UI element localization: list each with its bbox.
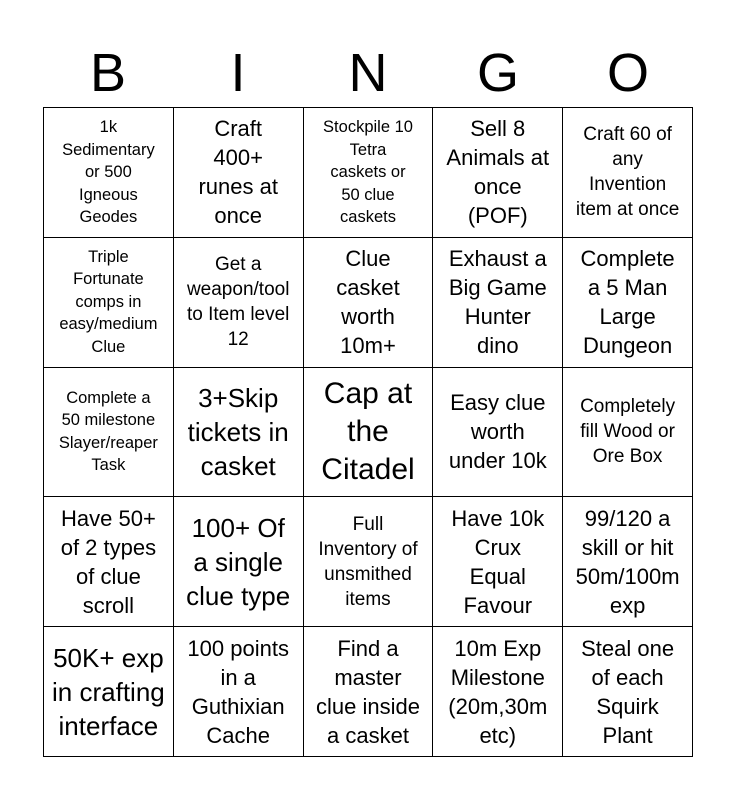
cell-text: 3+Skip tickets in casket: [187, 382, 289, 481]
cell-text: Complete a 5 Man Large Dungeon: [580, 246, 675, 359]
header-letter-i: I: [230, 43, 246, 103]
cell-text: Cap at the Citadel: [321, 376, 415, 486]
bingo-cell-r1c3[interactable]: [304, 108, 434, 238]
bingo-cell-r2c1[interactable]: [44, 238, 174, 368]
cell-text: Steal one of each Squirk Plant: [581, 635, 675, 748]
cell-text: 100+ Of a single clue type: [186, 512, 291, 611]
cell-text: 1k Sedimentary or 500 Igneous Geodes: [62, 118, 155, 227]
bingo-cell-r5c5[interactable]: [563, 627, 693, 757]
bingo-cell-r5c2[interactable]: [174, 627, 304, 757]
cell-text: Find a master clue inside a casket: [316, 635, 420, 748]
cell-text: 10m Exp Milestone (20m,30m etc): [448, 635, 548, 748]
bingo-cell-r3c5[interactable]: [563, 368, 693, 498]
bingo-header: [43, 40, 693, 106]
bingo-cell-r5c4[interactable]: [433, 627, 563, 757]
cell-text: Clue casket worth 10m+: [336, 246, 400, 359]
bingo-cell-r5c3[interactable]: [304, 627, 434, 757]
bingo-cell-r2c3[interactable]: [304, 238, 434, 368]
cell-text: Easy clue worth under 10k: [448, 390, 547, 474]
bingo-cell-r1c5[interactable]: [563, 108, 693, 238]
cell-text: Craft 60 of any Invention item at once: [575, 124, 680, 221]
bingo-grid: [43, 107, 693, 757]
bingo-cell-r3c4[interactable]: [433, 368, 563, 498]
bingo-cell-r1c2[interactable]: [174, 108, 304, 238]
header-letter-o: O: [606, 43, 649, 103]
cell-text: 99/120 a skill or hit 50m/100m exp: [575, 505, 680, 618]
cell-text: Stockpile 10 Tetra caskets or 50 clue caskets: [323, 118, 413, 227]
bingo-cell-r2c4[interactable]: [433, 238, 563, 368]
bingo-cell-r4c1[interactable]: [44, 497, 174, 627]
header-letter-b: B: [89, 43, 127, 103]
cell-text: Full Inventory of unsmithed items: [318, 513, 418, 610]
bingo-cell-r3c3[interactable]: [304, 368, 434, 498]
bingo-cell-r2c5[interactable]: [563, 238, 693, 368]
bingo-cell-r3c2[interactable]: [174, 368, 304, 498]
bingo-cell-r4c3[interactable]: [304, 497, 434, 627]
cell-text: Get a weapon/tool to Item level 12: [186, 254, 290, 351]
header-letter-g: G: [476, 43, 519, 103]
bingo-cell-r4c2[interactable]: [174, 497, 304, 627]
cell-text: Have 10k Crux Equal Favour: [451, 505, 545, 618]
header-letter-n: N: [348, 43, 388, 103]
cell-text: Completely fill Wood or Ore Box: [580, 396, 676, 468]
bingo-cell-r4c5[interactable]: [563, 497, 693, 627]
bingo-cell-r1c1[interactable]: [44, 108, 174, 238]
bingo-cell-r2c2[interactable]: [174, 238, 304, 368]
cell-text: 50K+ exp in crafting interface: [52, 642, 165, 741]
cell-text: 100 points in a Guthixian Cache: [187, 635, 289, 748]
bingo-cell-r4c4[interactable]: [433, 497, 563, 627]
bingo-cell-r1c4[interactable]: [433, 108, 563, 238]
cell-text: Complete a 50 milestone Slayer/reaper Task: [58, 388, 158, 475]
cell-text: Craft 400+ runes at once: [198, 116, 278, 229]
bingo-cell-r5c1[interactable]: [44, 627, 174, 757]
cell-text: Sell 8 Animals at once (POF): [446, 116, 550, 229]
cell-text: Exhaust a Big Game Hunter dino: [448, 246, 547, 359]
cell-text: Triple Fortunate comps in easy/medium Clue: [59, 247, 158, 356]
cell-text: Have 50+ of 2 types of clue scroll: [60, 505, 157, 618]
bingo-cell-r3c1[interactable]: [44, 368, 174, 498]
